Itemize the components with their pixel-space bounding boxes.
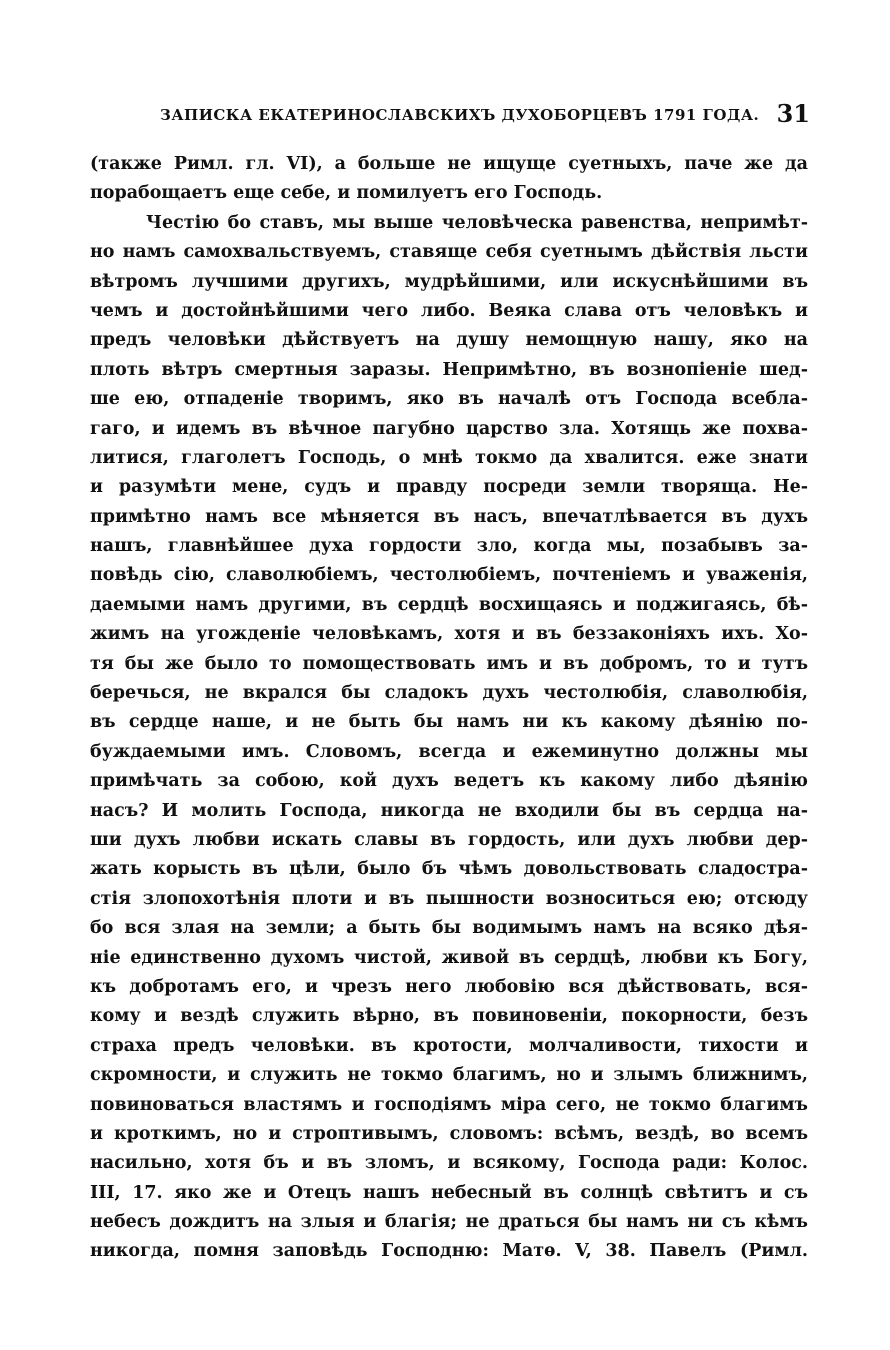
text-line: примѣчать за собою, кой духъ ведетъ къ какому либо дѣянію	[90, 771, 808, 792]
text-line: примѣтно намъ все мѣняется въ насъ, впечатлѣвается въ духъ	[90, 506, 808, 527]
text-line: вѣтромъ лучшими другихъ, мудрѣйшими, или искуснѣйшими въ	[90, 271, 808, 292]
paragraph-1	[90, 150, 808, 209]
paragraph-2	[90, 209, 808, 1267]
text-line: кому и вездѣ служить вѣрно, въ повиновеніи, покорности, безъ	[90, 1006, 808, 1027]
text-line: жать корысть въ цѣли, было бъ чѣмъ довольствовать сладостра-	[90, 859, 808, 880]
text-line: стія злопохотѣнія плоти и въ пышности возноситься ею; отсюду	[90, 888, 808, 909]
text-line: насъ? И молить Господа, никогда не входили бы въ сердца на-	[90, 800, 808, 821]
text-line: порабощаетъ еще себе, и помилуетъ его Господь.	[90, 183, 603, 204]
text-line: страха предъ человѣки. въ кротости, молчаливости, тихости и	[90, 1035, 808, 1056]
text-line: III, 17. яко же и Отецъ нашъ небесный въ солнцѣ свѣтитъ и съ	[90, 1182, 808, 1203]
text-line: небесъ дождитъ на злыя и благія; не драться бы намъ ни съ кѣмъ	[90, 1212, 808, 1233]
text-line: буждаемыми имъ. Словомъ, всегда и ежеминутно должны мы	[90, 741, 808, 762]
text-line: и разумѣти мене, судъ и правду посреди земли творяща. Не-	[90, 477, 808, 498]
text-line: чемъ и достойнѣйшими чего либо. Веяка слава отъ человѣкъ и	[90, 300, 808, 321]
text-line: плоть вѣтръ смертныя заразы. Непримѣтно, въ вознопіеніе шед-	[90, 359, 808, 380]
text-line: жимъ на угожденіе человѣкамъ, хотя и въ беззаконіяхъ ихъ. Хо-	[90, 624, 808, 645]
text-line: ше ею, отпаденіе творимъ, яко въ началѣ отъ Господа всебла-	[90, 389, 808, 410]
text-line: скромности, и служить не токмо благимъ, но и злымъ ближнимъ,	[90, 1065, 808, 1086]
text-line: повѣдь сію, славолюбіемъ, честолюбіемъ, почтеніемъ и уваженія,	[90, 565, 808, 586]
text-line: повиноваться властямъ и господіямъ міра сего, не токмо благимъ	[90, 1094, 808, 1115]
text-line: бо вся злая на земли; а быть бы водимымъ намъ на всяко дѣя-	[90, 918, 808, 939]
text-line: даемыми намъ другими, въ сердцѣ восхищаясь и поджигаясь, бѣ-	[90, 594, 808, 615]
text-line: беречься, не вкрался бы сладокъ духъ честолюбія, славолюбія,	[90, 683, 808, 704]
text-line: Честію бо ставъ, мы выше человѣческа равенства, непримѣт-	[146, 212, 808, 233]
running-title: ЗАПИСКА ЕКАТЕРИНОСЛАВСКИХЪ ДУХОБОРЦЕВЪ 1791 ГОДА.	[160, 106, 760, 124]
text-line: насильно, хотя бъ и въ зломъ, и всякому, Господа ради: Колос.	[90, 1153, 808, 1174]
text-line: предъ человѣки дѣйствуетъ на душу немощную нашу, яко на	[90, 330, 808, 351]
text-line: въ сердце наше, и не быть бы намъ ни къ какому дѣянію по-	[90, 712, 808, 733]
text-line: никогда, помня заповѣдь Господню: Матѳ. V, 38. Павелъ (Римл.	[90, 1241, 808, 1262]
text-line: тя бы же было то помоществовать имъ и въ добромъ, то и тутъ	[90, 653, 808, 674]
main-text	[90, 150, 808, 1267]
text-line: гаго, и идемъ въ вѣчное пагубно царство зла. Хотящь же похва-	[90, 418, 808, 439]
page-number: 31	[776, 99, 810, 128]
text-line: (также Римл. гл. VI), а больше не ищуще суетныхъ, паче же да	[90, 154, 808, 174]
text-line: и кроткимъ, но и строптивымъ, словомъ: всѣмъ, вездѣ, во всемъ	[90, 1123, 808, 1144]
text-line: нашъ, главнѣйшее духа гордости зло, когда мы, позабывъ за-	[90, 536, 808, 557]
text-line: литися, глаголетъ Господь, о мнѣ токмо да хвалится. еже знати	[90, 447, 808, 468]
running-head	[90, 99, 810, 131]
text-line: къ добротамъ его, и чрезъ него любовію вся дѣйствовать, вся-	[90, 976, 808, 997]
text-line: но намъ самохвальствуемъ, ставяще себя суетнымъ дѣйствія льсти	[90, 242, 808, 263]
text-line: ши духъ любви искать славы въ гордость, или духъ любви дер-	[90, 829, 808, 850]
text-line: ніе единственно духомъ чистой, живой въ сердцѣ, любви къ Богу,	[90, 947, 808, 968]
